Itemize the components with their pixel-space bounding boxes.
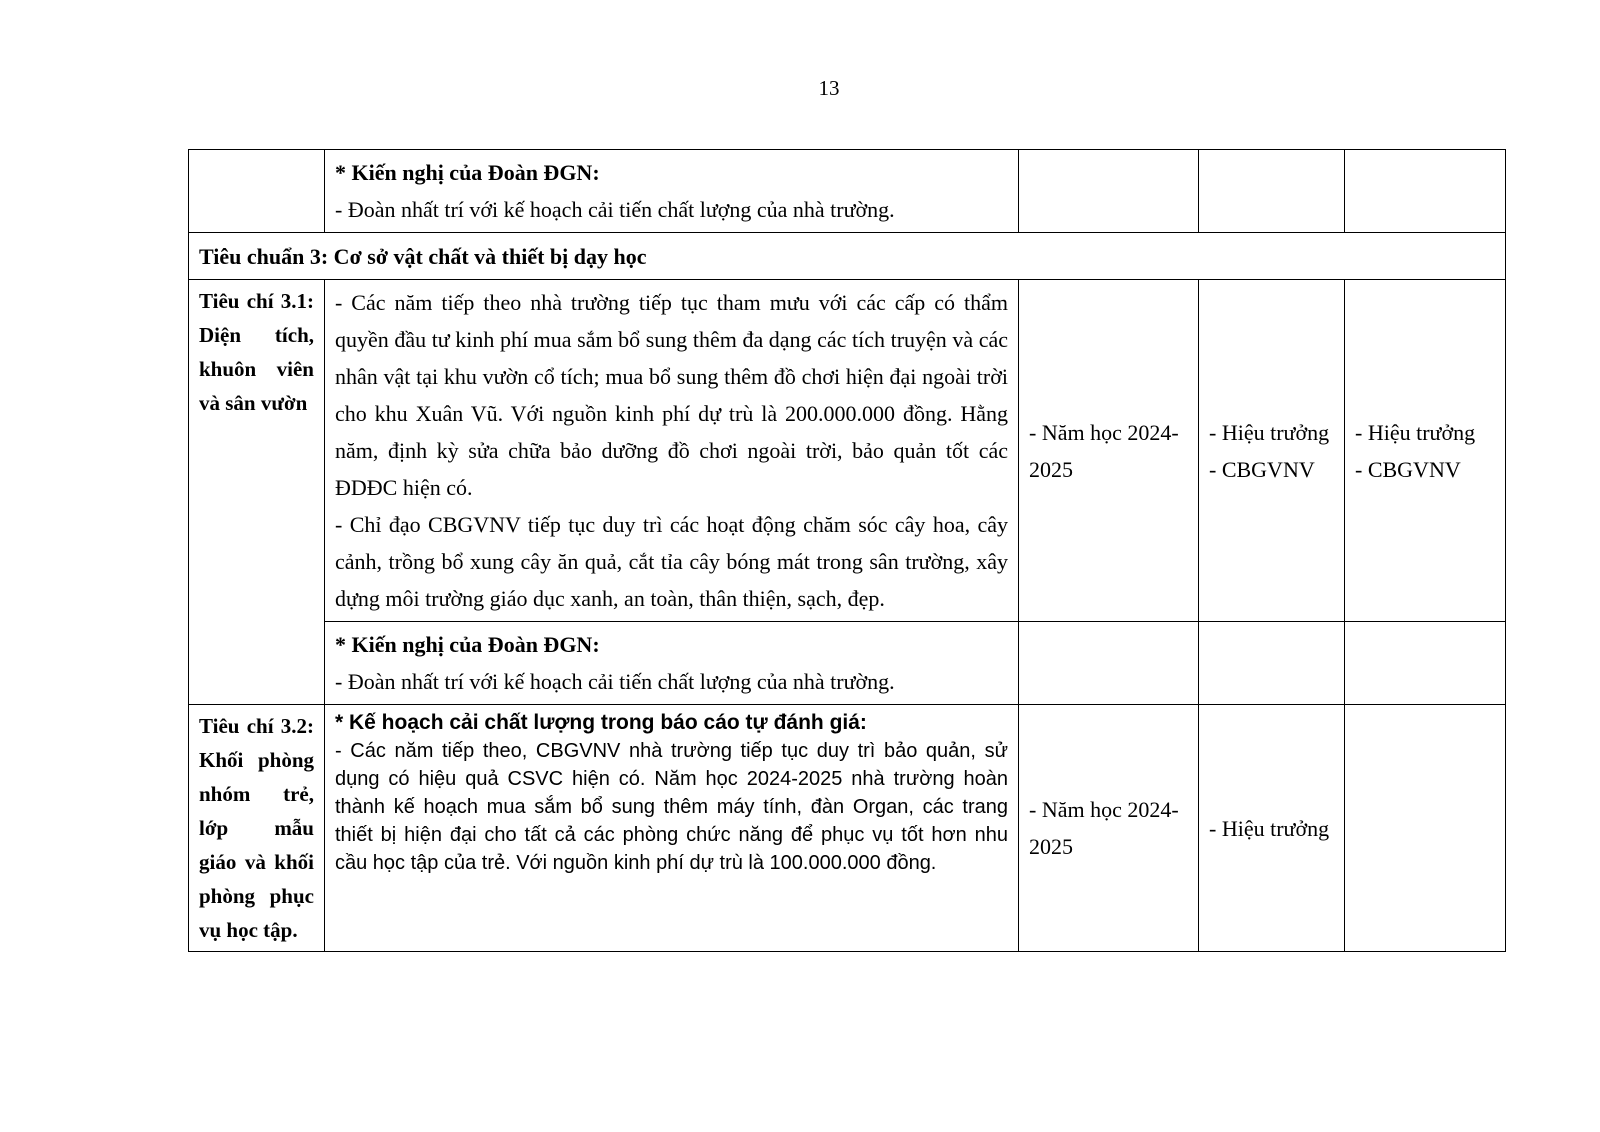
responsible-value: - CBGVNV	[1209, 456, 1315, 482]
plan-paragraph: - Chỉ đạo CBGVNV tiếp tục duy trì các hoạt động chăm sóc cây hoa, cây cảnh, trồng bổ xung cây ăn quả, cắt tỉa cây bóng mát trong sân trường, xây dựng môi trường giáo dục xanh, an toàn, thân thiện, sạch, đẹp.	[335, 512, 1008, 611]
table-row	[189, 280, 1506, 622]
coordinate-cell	[1345, 280, 1506, 622]
recommend-text: - Đoàn nhất trí với kế hoạch cải tiến chất lượng của nhà trường.	[335, 197, 895, 222]
page-number: 13	[818, 76, 840, 100]
coordinate-cell	[1345, 622, 1506, 705]
plan-cell	[325, 280, 1019, 622]
plan-cell	[325, 705, 1019, 952]
time-cell	[1019, 150, 1199, 233]
responsible-value: - Hiệu trưởng	[1209, 815, 1330, 841]
recommend-heading: * Kiến nghị của Đoàn ĐGN:	[335, 160, 600, 185]
criterion-3-1-label: Tiêu chí 3.1: Diện tích, khuôn viên và sân vườn	[199, 289, 314, 415]
time-cell	[1019, 280, 1199, 622]
coordinate-cell	[1345, 150, 1506, 233]
time-cell	[1019, 705, 1199, 952]
responsible-cell	[1199, 280, 1345, 622]
time-value: - Năm học 2024-2025	[1029, 797, 1179, 859]
recommend-cell	[325, 150, 1019, 233]
plan-paragraph: - Các năm tiếp theo nhà trường tiếp tục tham mưu với các cấp có thẩm quyền đầu tư kinh phí mua sắm bổ sung thêm đa dạng các tích truyện và các nhân vật tại khu vườn cổ tích; mua bổ sung thêm đồ chơi hiện đại ngoài trời cho khu Xuân Vũ. Với nguồn kinh phí dự trù là 200.000.000 đồng. Hằng năm, định kỳ sửa chữa bảo dưỡng đồ chơi ngoài trời, bảo quản tốt các ĐDĐC hiện có.	[335, 290, 1008, 500]
criterion-3-2-label: Tiêu chí 3.2: Khối phòng nhóm trẻ, lớp mẫu giáo và khối phòng phục vụ học tập.	[199, 714, 314, 942]
recommend-text: - Đoàn nhất trí với kế hoạch cải tiến chất lượng của nhà trường.	[335, 669, 895, 694]
plan-heading: * Kế hoạch cải chất lượng trong báo cáo tự đánh giá:	[335, 711, 867, 734]
criterion-label	[189, 705, 325, 952]
table-row	[189, 622, 1506, 705]
time-cell	[1019, 622, 1199, 705]
responsible-cell	[1199, 150, 1345, 233]
table-row	[189, 233, 1506, 280]
improvement-plan-table-wrapper	[188, 149, 1505, 952]
table-row	[189, 150, 1506, 233]
improvement-plan-table	[188, 149, 1506, 952]
recommend-heading: * Kiến nghị của Đoàn ĐGN:	[335, 632, 600, 657]
plan-paragraph: - Các năm tiếp theo, CBGVNV nhà trường tiếp tục duy trì bảo quản, sử dụng có hiệu quả CSVC hiện có. Năm học 2024-2025 nhà trường hoàn thành kế hoạch mua sắm bổ sung thêm máy tính, đàn Organ, các trang thiết bị hiện đại cho tất cả các phòng chức năng để phục vụ tốt hơn nhu cầu học tập của trẻ. Với nguồn kinh phí dự trù là 100.000.000 đồng.	[335, 740, 1008, 874]
responsible-value: - Hiệu trưởng	[1209, 419, 1330, 445]
responsible-cell	[1199, 622, 1345, 705]
coordinate-value: - CBGVNV	[1355, 456, 1461, 482]
standard-title: Tiêu chuẩn 3: Cơ sở vật chất và thiết bị dạy học	[189, 233, 1506, 280]
coordinate-value: - Hiệu trưởng	[1355, 419, 1476, 445]
criterion-label	[189, 280, 325, 705]
responsible-cell	[1199, 705, 1345, 952]
recommend-cell	[325, 622, 1019, 705]
coordinate-cell	[1345, 705, 1506, 952]
table-row	[189, 705, 1506, 952]
criterion-cell-empty	[189, 150, 325, 233]
time-value: - Năm học 2024-2025	[1029, 419, 1179, 482]
